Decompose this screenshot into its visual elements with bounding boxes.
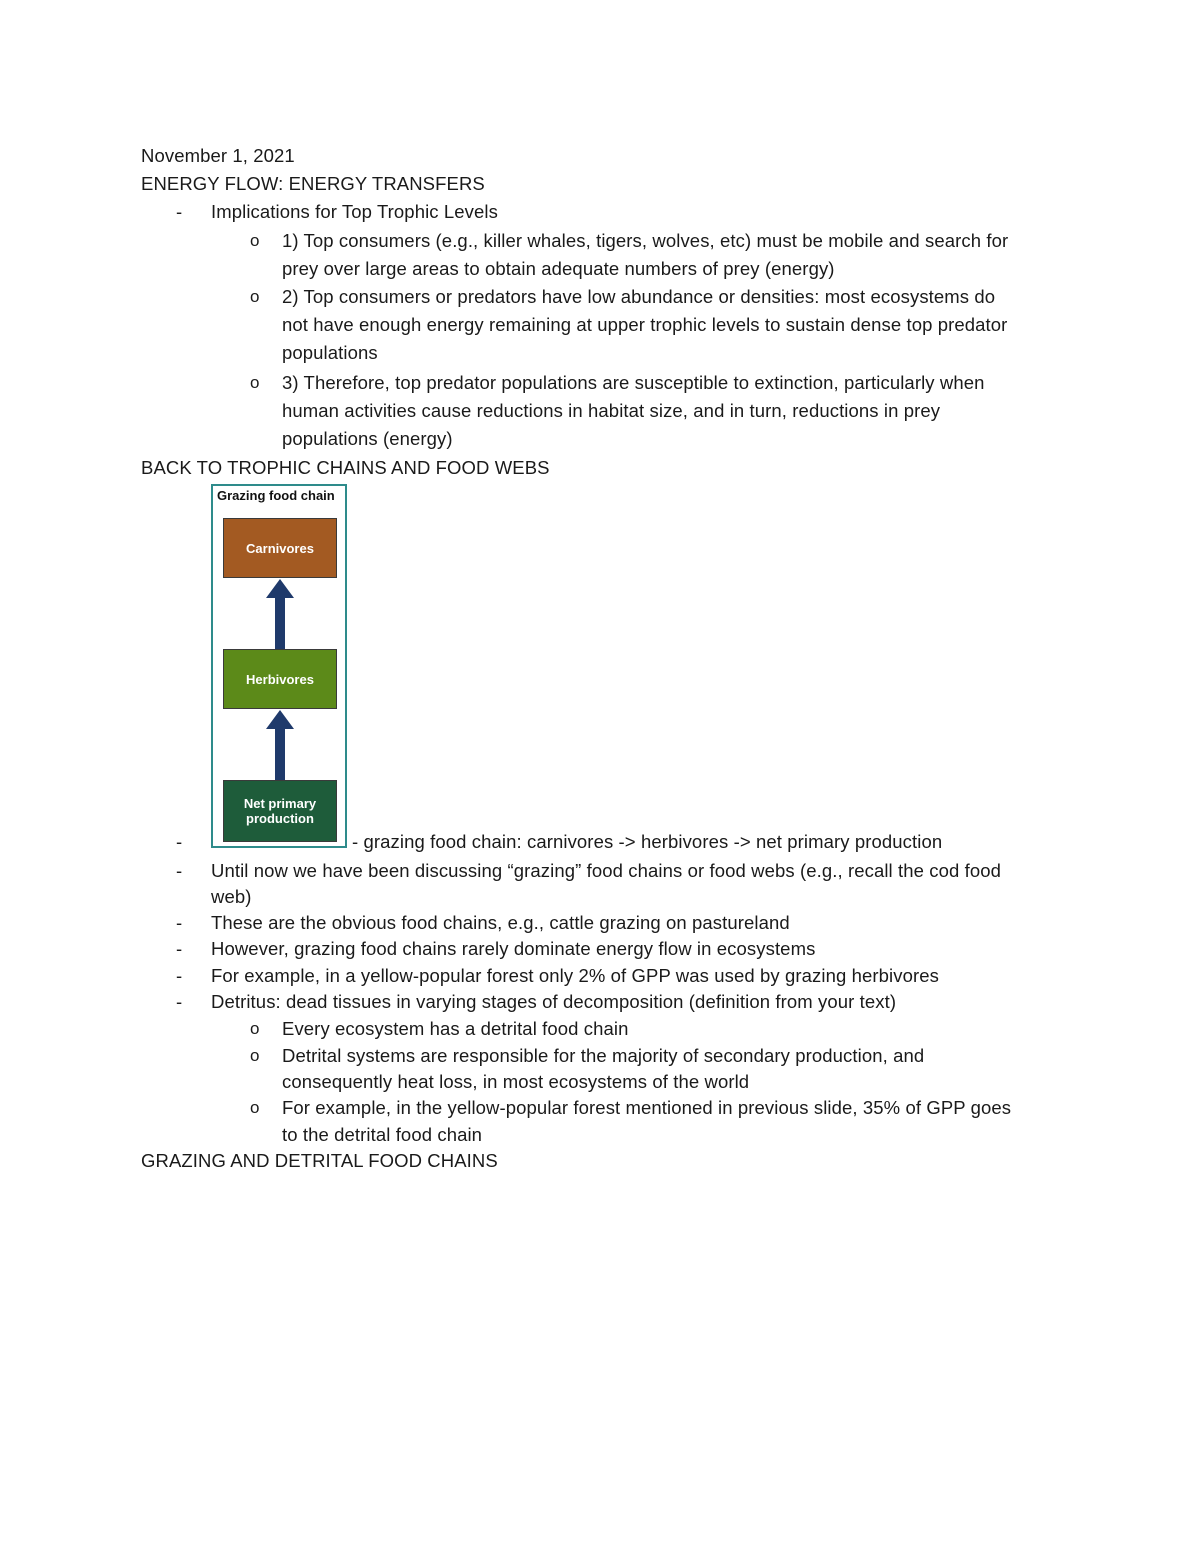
net-primary-production-label: Net primary production [243,796,317,826]
bullet-dash: - [176,965,183,986]
section-heading: ENERGY FLOW: ENERGY TRANSFERS [141,173,485,194]
sub-bullet-text: to the detrital food chain [282,1124,483,1145]
net-primary-production-box [223,780,337,842]
carnivores-box: Carnivores [223,518,337,578]
bullet-text: However, grazing food chains rarely dominate energy flow in ecosystems [211,938,816,959]
sub-bullet-text: prey over large areas to obtain adequate numbers of prey (energy) [282,258,835,279]
bullet-text: Implications for Top Trophic Levels [211,201,498,222]
grazing-food-chain-figure [211,484,347,848]
bullet-dash: - [176,938,183,959]
date-line: November 1, 2021 [141,145,295,166]
sub-bullet-text: For example, in the yellow-popular forest mentioned in previous slide, 35% of GPP goes [282,1097,1012,1118]
sub-bullet-marker: o [250,1046,260,1065]
sub-bullet-marker: o [250,1098,260,1117]
bullet-text: Until now we have been discussing “grazing” food chains or food webs (e.g., recall the cod food [211,860,1002,881]
figure-title: Grazing food chain [217,488,335,503]
bullet-dash: - [176,912,183,933]
sub-bullet-text: human activities cause reductions in habitat size, and in turn, reductions in prey [282,400,941,421]
sub-bullet-text: Every ecosystem has a detrital food chain [282,1018,629,1039]
bullet-text: web) [211,886,252,907]
sub-bullet-marker: o [250,231,260,250]
sub-bullet-text: 2) Top consumers or predators have low abundance or densities: most ecosystems do [282,286,996,307]
section-heading: BACK TO TROPHIC CHAINS AND FOOD WEBS [141,457,550,478]
up-arrow-icon [261,578,299,649]
sub-bullet-text: populations (energy) [282,428,453,449]
sub-bullet-marker: o [250,1019,260,1038]
sub-bullet-text: populations [282,342,378,363]
sub-bullet-marker: o [250,373,260,392]
sub-bullet-text: 3) Therefore, top predator populations are susceptible to extinction, particularly when [282,372,985,393]
sub-bullet-text: not have enough energy remaining at upper trophic levels to sustain dense top predator [282,314,1008,335]
bullet-dash: - [176,201,183,222]
sub-bullet-text: consequently heat loss, in most ecosystems of the world [282,1071,750,1092]
bullet-text: Detritus: dead tissues in varying stages of decomposition (definition from your text) [211,991,897,1012]
herbivores-box: Herbivores [223,649,337,709]
figure-caption: - grazing food chain: carnivores -> herbivores -> net primary production [352,831,943,852]
bullet-dash: - [176,831,183,852]
bullet-dash: - [176,860,183,881]
section-heading: GRAZING AND DETRITAL FOOD CHAINS [141,1150,498,1171]
sub-bullet-text: 1) Top consumers (e.g., killer whales, tigers, wolves, etc) must be mobile and search for [282,230,1009,251]
sub-bullet-text: Detrital systems are responsible for the majority of secondary production, and [282,1045,925,1066]
bullet-text: For example, in a yellow-popular forest only 2% of GPP was used by grazing herbivores [211,965,939,986]
bullet-text: These are the obvious food chains, e.g., cattle grazing on pastureland [211,912,790,933]
up-arrow-icon [261,709,299,780]
sub-bullet-marker: o [250,287,260,306]
bullet-dash: - [176,991,183,1012]
